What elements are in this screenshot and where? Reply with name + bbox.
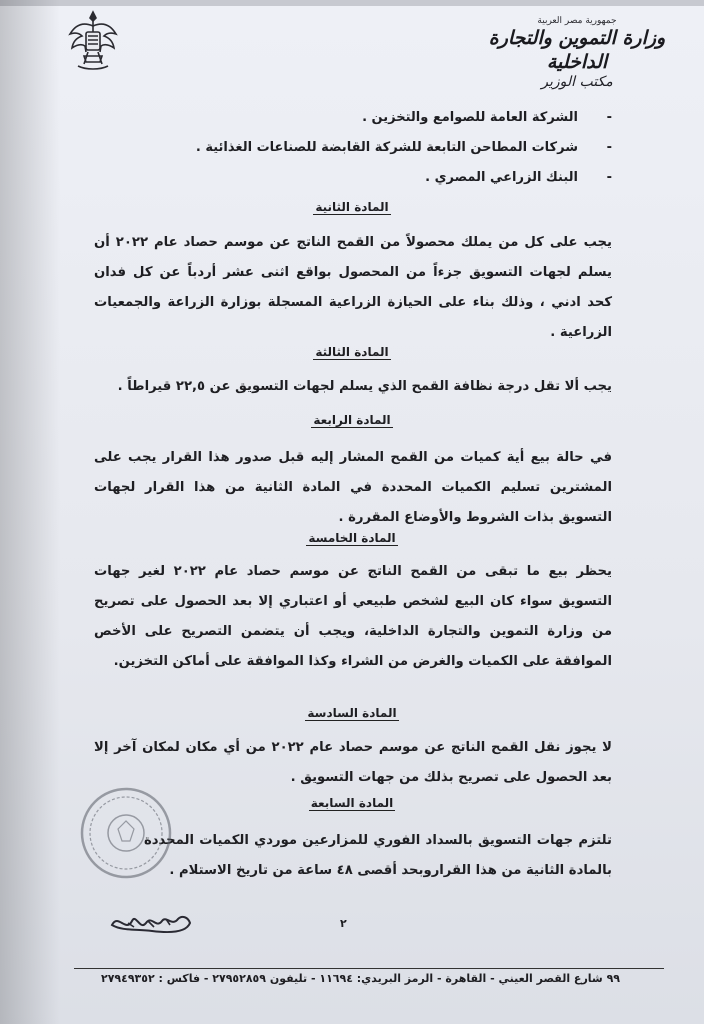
ministry-name: وزارة التموين والتجارة الداخلية	[488, 27, 666, 73]
article-text: يحظر بيع ما تبقى من القمح الناتج عن موسم حصاد عام ٢٠٢٢ لغير جهات التسويق سواء كان البيع لشخص طبيعي أو اعتباري إلا بعد الحصول على تصريح من وزارة التموين والتجارة الداخلية، ويجب أن يتضمن التصريح على الأخص الموافقة على الكميات والغرض من الشراء وكذا الموافقة على أماكن التخزين.	[94, 564, 612, 669]
article-heading: المادة الرابعة	[313, 413, 391, 427]
article-text: يجب على كل من يملك محصولاً من القمح الناتج عن موسم حصاد عام ٢٠٢٢ أن يسلم لجهات التسويق جزءاً من المحصول بواقع اثنى عشر أردباً عن كل فدان كحد ادني ، وذلك بناء على الحيازة الزراعية المسجلة بوزارة الزراعة والجمعيات الزراعية .	[94, 235, 612, 340]
footer-address: ٩٩ شارع القصر العيني - القاهرة - الرمز البريدي: ١١٦٩٤ - تليفون ٢٧٩٥٢٨٥٩ - فاكس : ٢٧٩٤٩٣٥٢	[100, 972, 620, 985]
article-text: تلتزم جهات التسويق بالسداد الفوري للمزارعين موردي الكميات المحددة بالمادة الثانية من هذا القراروبحد أقصى ٤٨ ساعة من تاريخ الاستلام .	[144, 833, 612, 878]
entity-list	[124, 103, 594, 193]
article-heading: المادة الخامسة	[308, 531, 396, 545]
page-top-edge	[0, 0, 704, 6]
list-item: - البنك الزراعي المصري .	[124, 163, 594, 193]
eagle-emblem-icon	[66, 8, 120, 78]
office-name: مكتب الوزير	[541, 74, 613, 90]
official-seal-stamp	[78, 785, 174, 881]
article-heading: المادة الثانية	[315, 200, 389, 214]
article-text: لا يجوز نقل القمح الناتج عن موسم حصاد عام ٢٠٢٢ من أي مكان لمكان آخر إلا بعد الحصول على تصريح بذلك من جهات التسويق .	[94, 740, 612, 785]
list-item: - شركات المطاحن التابعة للشركة القابضة للصناعات الغذائية .	[124, 133, 594, 163]
footer-divider	[74, 968, 664, 969]
article-text: يجب ألا تقل درجة نظافة القمح الذي يسلم لجهات التسويق عن ٢٢,٥ قيراطاً .	[117, 379, 612, 394]
page-number: ٢	[340, 917, 347, 930]
article-heading: المادة السابعة	[310, 796, 394, 810]
article-heading: المادة الثالثة	[315, 345, 389, 359]
article-text: في حالة بيع أية كميات من القمح المشار إليه قبل صدور هذا القرار يجب على المشترين تسليم الكميات المحددة في المادة الثانية من هذا القرار لجهات التسويق بذات الشروط والأوضاع المقررة .	[94, 450, 612, 525]
page-shadow	[0, 0, 60, 1024]
country-name: جمهورية مصر العربية	[537, 16, 617, 26]
list-item: - الشركة العامة للصوامع والتخزين .	[124, 103, 594, 133]
ministry-header	[472, 16, 682, 90]
article-heading: المادة السادسة	[307, 706, 397, 720]
handwritten-signature	[108, 903, 194, 939]
